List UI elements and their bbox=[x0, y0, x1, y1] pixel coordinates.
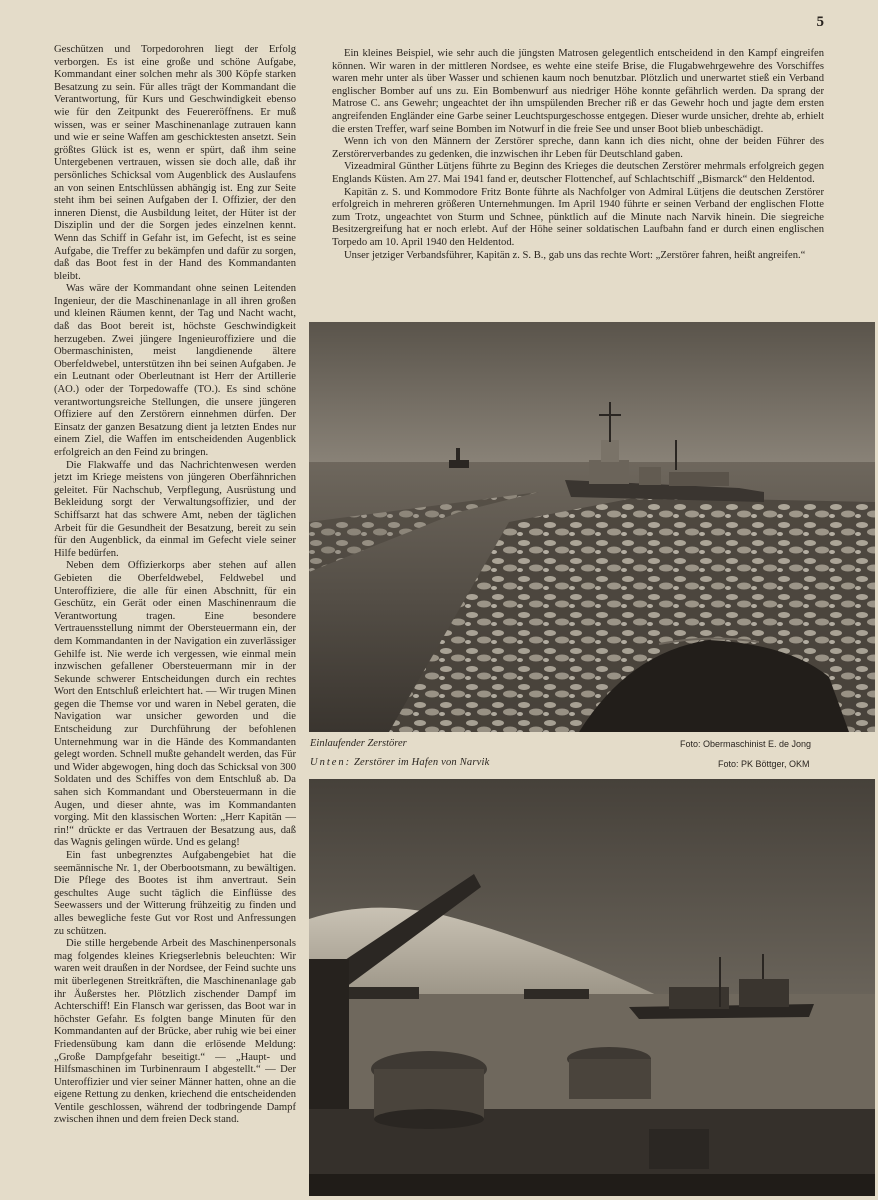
photo-destroyers-narvik bbox=[309, 779, 875, 1196]
bottom-photo-credit: Foto: PK Böttger, OKM bbox=[718, 759, 810, 769]
paragraph: Neben dem Offizierkorps aber stehen auf allen Gebieten die Oberfeldwebel, Feldwebel und Unteroffiziere, die alle für einen Abschnitt, für ein Geschütz, ein Gerät oder einen Maschinenraum die Verantwortung tragen. Eine besondere Vertrauensstellung nimmt der Obersteuermann ein, der dem Kommandanten in der Navigation ein zuverlässiger Gehilfe ist. Nie werde ich vergessen, wie einmal mein inzwischen gefallener Obersteuermann mir in der Sekunde schwerer Entscheidungen durch ein rechtes Wort den Entschluß erleichtert hat. — Wir trugen Minen gegen die Themse vor und waren in Nebel geraten, die Navigation war unsicher geworden und die Entscheidung zur Durchführung der befohlenen Unternehmung war in die Hände des Kommandanten gelegt worden. Schnell mußte gehandelt werden, das Für und Wider abgewogen, hing doch das Schicksal von 300 Soldaten und des Schiffes von dem Entschluß ab. Da sahen sich Kommandant und Obersteuermann in die Augen, und dieser ahnte, was im Kommandanten vorging. Mit den klassischen Worten: „Herr Kapitän — rin!“ drückte er das Vertrauen der Besatzung aus, daß das Wagnis gelingen würde. Und es gelang! bbox=[54, 560, 296, 849]
paragraph: Vizeadmiral Günther Lütjens führte zu Beginn des Krieges die deutschen Zerstörer mehrmals erfolgreich gegen Englands Küsten. Am 27. Mai 1941 fand er, deutscher Flottenchef, auf Schlachtschiff „Bismarck“ den Heldentod. bbox=[332, 161, 824, 185]
paragraph: Kapitän z. S. und Kommodore Fritz Bonte führte als Nachfolger von Admiral Lütjens die deutschen Zerstörer erfolgreich in mehreren größeren Unternehmungen. Im April 1940 führte er seinen Verband der englischen Flotte zum Trotz, ungeachtet von Sturm und Schnee, pünktlich auf die Minute nach Narvik hinein. Die siegreiche Besitzergreifung hat er noch erlebt. Auf der Höhe seiner soldatischen Laufbahn fand er durch einen englischen Torpedo am 10. April 1940 den Heldentod. bbox=[332, 186, 824, 248]
paragraph: Geschützen und Torpedorohren liegt der Erfolg verborgen. Es ist eine große und schöne Aufgabe, Kommandant einer solchen mehr als 300 Köpfe starken Besatzung zu sein. Für alles trägt der Kommandant die Verantwortung, für Kurs und Geschwindigkeit ebenso wie für den Zeitpunkt des Feuereröffnens. Er muß wissen, was er seiner Maschinenanlage zutrauen kann und wie er seine Waffen am geschicktesten ansetzt. Sein größtes Glück ist es, wenn er spürt, daß ihm seine Untergebenen vertrauen, wissen sie doch alle, daß ihr persönliches Schicksal vom Augenblick des Auslaufens an von seinen Entschlüssen abhängig ist. Eng zur Seite steht ihm bei seinen Aufgaben der I. Offizier, der den inneren Dienst, die Ausbildung leitet, der Hüter ist der Disziplin und der die Sorgen jedes einzelnen kennt. Wenn das Schiff in Gefahr ist, im Gefecht, ist es seine Aufgabe, die Treffer zu bekämpfen und dafür zu sorgen, daß das Boot fest in der Hand des Kommandanten bleibt. bbox=[54, 44, 296, 282]
caption-prefix: Unten: bbox=[310, 757, 352, 768]
top-photo-caption: Einlaufender Zerstörer bbox=[310, 738, 407, 749]
photo-destroyer-in-ice bbox=[309, 322, 875, 732]
paragraph: Ein fast unbegrenztes Aufgabengebiet hat die seemännische Nr. 1, der Oberbootsmann, zu bewältigen. Die Pflege des Bootes ist ihm anvertraut. Sein geschultes Auge sucht täglich die Einflüsse des Seewassers und der Witterung frühzeitig zu finden und alles bewegliche feste Gut vor Rost und Anfressungen zu schützen. bbox=[54, 850, 296, 937]
left-text-column bbox=[54, 44, 296, 1127]
paragraph: Ein kleines Beispiel, wie sehr auch die jüngsten Matrosen gelegentlich entscheidend in den Kampf eingreifen können. Wir waren in der mittleren Nordsee, es wehte eine steife Brise, die Flugabwehrgewehre des Vorschiffes waren mehr unter als über Wasser und schienen kaum noch benutzbar. Plötzlich und unerwartet stieß ein Verband englischer Bomber auf uns zu. Ein Bombenwurf aus niedriger Höhe konnte gefährlich werden. Da sprang der Matrose C. ans Gewehr; ungeachtet der ihn umspülenden Brecher riß er das Gewehr hoch und jagte dem ersten angreifenden Engländer eine Garbe seiner Leuchtspurgeschosse entgegen. Dieser wurde unsicher, drehte ab, erhielt die ersten Treffer, warf seine Bomben im Notwurf in die freie See und unser Boot blieb unbeschädigt. bbox=[332, 48, 824, 135]
paragraph: Unser jetziger Verbandsführer, Kapitän z. S. B., gab uns das rechte Wort: „Zerstörer fahren, heißt angreifen.“ bbox=[344, 249, 806, 261]
page-number: 5 bbox=[816, 14, 824, 30]
caption-text: Zerstörer im Hafen von Narvik bbox=[351, 757, 490, 768]
top-photo-credit: Foto: Obermaschinist E. de Jong bbox=[680, 739, 812, 749]
right-text-column bbox=[332, 48, 824, 262]
paragraph: Die stille hergebende Arbeit des Maschinenpersonals mag folgendes kleines Kriegserlebnis beleuchten: Wir waren weit draußen in der Nordsee, der Feind suchte uns mit überlegenen Streitkräften, die Maschinenanlage gab ihr Äußerstes her. Plötzlich zischender Dampf im Achterschiff! Ein Flansch war gerissen, das Boot war in höchster Gefahr. Es folgten bange Minuten für den Kommandanten auf der Brücke, aber ruhig wie bei einer Friedensübung kam dann die erlösende Meldung: „Große Dampfgefahr beseitigt.“ — „Haupt- und Hilfsmaschinen im Turbinenraum I abgestellt.“ — Der Unteroffizier und vier seiner Männer hatten, ohne an die eigene Rettung zu denken, kriechend die entscheidenden Ventile geschlossen, während der todbringende Dampf zwischen ihnen und dem freien Deck stand. bbox=[54, 938, 296, 1126]
paragraph: Wenn ich von den Männern der Zerstörer spreche, dann kann ich dies nicht, ohne der beiden Führer des Zerstörerverbandes zu gedenken, die inzwischen ihr Leben für Deutschland gaben. bbox=[332, 136, 824, 160]
paragraph: Was wäre der Kommandant ohne seinen Leitenden Ingenieur, der die Maschinenanlage in all ihren großen und kleinen Räumen kennt, der Tag und Nacht wacht, daß das Boot bereit ist, höchste Geschwindigkeit herzugeben. Zwei jüngere Ingenieuroffiziere und die Obermaschinisten, meist langdienende ältere Oberfeldwebel, unterstützen ihn bei seinen Aufgaben. Je ein Leutnant oder Oberleutnant ist Herr der Artillerie (AO.) oder der Torpedowaffe (TO.). Es sind schöne verantwortungsreiche Stellungen, die unsere jüngeren Offiziere auf den Zerstörern einnehmen dürfen. Der Einsatz der ganzen Besatzung dient ja letzten Endes nur einem Ziel, die Waffen im entscheidenden Augenblick erfolgreich an den Feind zu bringen. bbox=[54, 283, 296, 458]
paragraph: Die Flakwaffe und das Nachrichtenwesen werden jetzt im Kriege meistens von jüngeren Oberfähnrichen geleitet. Für Nachschub, Verpflegung, Ausrüstung und Bekleidung sorgt der Verwaltungsoffizier, und der Schiffsarzt hat das schwere Amt, neben der täglichen Arbeit für die Gesundheit der Besatzung, bereit zu sein für den Augenblick, da einmal im Gefecht viele seiner Hilfe bedürfen. bbox=[54, 459, 296, 559]
bottom-photo-caption bbox=[310, 757, 489, 768]
